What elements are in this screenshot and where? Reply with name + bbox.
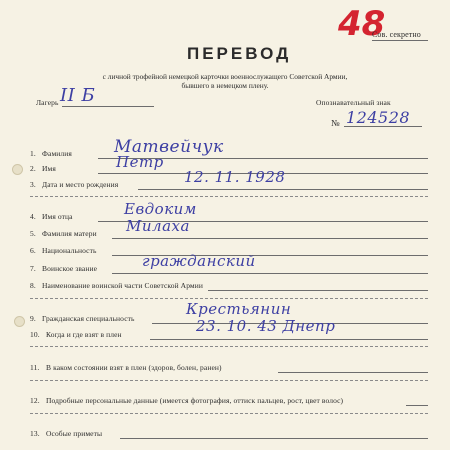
classification-underline bbox=[372, 40, 428, 41]
field-7-line bbox=[112, 273, 428, 274]
punch-hole-top bbox=[12, 164, 23, 175]
id-mark-label: Опознавательный знак bbox=[316, 98, 391, 107]
field-7-number: 7. bbox=[30, 264, 36, 273]
field-9-label: Гражданская специальность bbox=[42, 314, 135, 323]
section-divider-3 bbox=[30, 196, 428, 197]
field-12-number: 12. bbox=[30, 396, 40, 405]
field-13-line bbox=[120, 438, 428, 439]
field-12-line bbox=[406, 405, 428, 406]
id-number-label: № bbox=[331, 118, 340, 128]
field-9-value: Крестьянин bbox=[186, 300, 292, 318]
camp-underline bbox=[62, 106, 154, 107]
stamp-number: 48 bbox=[338, 4, 386, 44]
field-10-line bbox=[150, 339, 428, 340]
field-11-number: 11. bbox=[30, 363, 40, 372]
field-2-number: 2. bbox=[30, 164, 36, 173]
field-7-label: Воинское звание bbox=[42, 264, 98, 273]
field-4-label: Имя отца bbox=[42, 212, 73, 221]
field-13-number: 13. bbox=[30, 429, 40, 438]
field-3-line bbox=[138, 189, 428, 190]
camp-value: II Б bbox=[60, 85, 96, 106]
field-1-number: 1. bbox=[30, 149, 36, 158]
document-title: ПЕРЕВОД bbox=[187, 44, 292, 63]
field-5-line bbox=[112, 238, 428, 239]
field-10-value: 23. 10. 43 Днепр bbox=[196, 317, 336, 335]
field-4-value: Евдоким bbox=[124, 200, 197, 218]
field-1-label: Фамилия bbox=[42, 149, 72, 158]
field-11-label: В каком состоянии взят в плен (здоров, болен, ранен) bbox=[46, 363, 222, 372]
field-4-number: 4. bbox=[30, 212, 36, 221]
field-3-label: Дата и место рождения bbox=[42, 180, 119, 189]
field-9-number: 9. bbox=[30, 314, 36, 323]
field-8-line bbox=[208, 290, 428, 291]
field-6-label: Национальность bbox=[42, 246, 97, 255]
field-5-value: Милаха bbox=[126, 217, 190, 235]
field-5-number: 5. bbox=[30, 229, 36, 238]
field-6-number: 6. bbox=[30, 246, 36, 255]
field-11-line bbox=[278, 372, 428, 373]
field-10-label: Когда и где взят в плен bbox=[46, 330, 122, 339]
subtitle-line-1: с личной трофейной немецкой карточки военнослужащего Советской Армии, bbox=[102, 72, 348, 81]
field-8-label: Наименование воинской части Советской Армии bbox=[42, 281, 203, 290]
field-7-value: гражданский bbox=[142, 252, 256, 270]
id-number-value: 124528 bbox=[346, 108, 411, 127]
punch-hole-bottom bbox=[14, 316, 25, 327]
camp-label: Лагерь bbox=[36, 98, 59, 107]
field-2-value: Петр bbox=[116, 153, 164, 171]
section-divider-8 bbox=[30, 298, 428, 299]
field-2-label: Имя bbox=[42, 164, 56, 173]
field-3-value: 12. 11. 1928 bbox=[184, 168, 286, 186]
field-13-label: Особые приметы bbox=[46, 429, 103, 438]
field-10-number: 10. bbox=[30, 330, 40, 339]
field-12-label: Подробные персональные данные (имеется фотография, оттиск пальцев, рост, цвет волос) bbox=[46, 396, 344, 405]
section-divider-10 bbox=[30, 346, 428, 347]
field-5-label: Фамилия матери bbox=[42, 229, 97, 238]
subtitle-line-2: бывшего в немецком плену. bbox=[181, 81, 269, 90]
field-3-number: 3. bbox=[30, 180, 36, 189]
section-divider-12 bbox=[30, 413, 428, 414]
field-1-value: Матвейчук bbox=[114, 137, 224, 157]
field-8-number: 8. bbox=[30, 281, 36, 290]
classification-label: Сов. секретно bbox=[372, 30, 421, 39]
section-divider-11 bbox=[30, 380, 428, 381]
